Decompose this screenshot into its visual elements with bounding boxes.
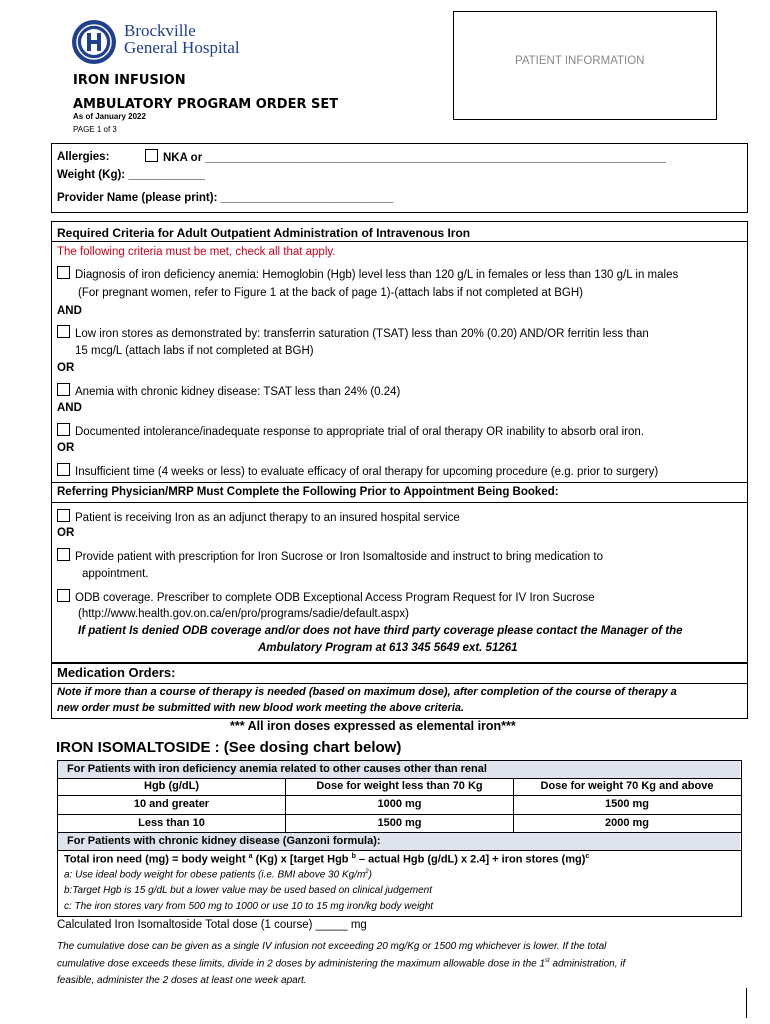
cumulative-note-superscript: st xyxy=(545,958,550,964)
divider xyxy=(51,241,748,242)
elemental-iron-note: *** All iron doses expressed as elemental iron*** xyxy=(230,719,516,733)
footnote-c: c: The iron stores vary from 500 mg to 1000 or use 10 to 15 mg iron/kg body weight xyxy=(64,901,434,912)
allergies-label: Allergies: xyxy=(57,151,110,163)
hospital-name xyxy=(124,22,240,56)
weight-field[interactable]: Weight (Kg): ____________ xyxy=(57,169,206,181)
referring-checkbox-3[interactable] xyxy=(57,589,70,602)
patient-information-label: PATIENT INFORMATION xyxy=(515,55,645,67)
footnote-b: b:Target Hgb is 15 g/dL but a lower value may be used based on clinical judgement xyxy=(64,885,433,896)
medication-orders-title: Medication Orders: xyxy=(57,665,176,680)
referring-item-3-text: ODB coverage. Prescriber to complete ODB Exceptional Access Program Request for IV Iron Sucrose xyxy=(75,592,595,604)
referring-item-2-line2: appointment. xyxy=(82,568,149,580)
criteria-checkbox-1[interactable] xyxy=(57,266,70,279)
hospital-seal-icon xyxy=(70,18,118,66)
isomaltoside-title: IRON ISOMALTOSIDE : (See dosing chart below) xyxy=(56,739,402,756)
table-header-cell: Hgb (g/dL) xyxy=(144,780,199,792)
odb-link[interactable]: (http://www.health.gov.on.ca/en/pro/programs/sadie/default.aspx) xyxy=(78,608,409,620)
table-cell: 1500 mg xyxy=(604,798,650,810)
and-label: AND xyxy=(57,305,82,317)
and-label: AND xyxy=(57,402,82,414)
formula-text: Total iron need (mg) = body weight xyxy=(64,853,246,866)
footnote-text: a: Use ideal body weight for obese patients (i.e. BMI above 30 Kg/m xyxy=(64,869,366,881)
medication-note-line2: new order must be submitted with new blood work meeting the above criteria. xyxy=(57,702,465,714)
footnote-superscript: 2 xyxy=(365,869,369,875)
referring-checkbox-1[interactable] xyxy=(57,509,70,522)
criteria-item-2-text: Low iron stores as demonstrated by: transferrin saturation (TSAT) less than 20% (0.20) AND/OR ferritin less than xyxy=(75,328,649,340)
form-title-line1: IRON INFUSION xyxy=(73,73,186,88)
formula-superscript: c xyxy=(585,853,590,860)
ganzoni-formula xyxy=(64,853,589,866)
formula-superscript: b xyxy=(351,853,356,860)
formula-superscript: a xyxy=(248,853,253,860)
or-label: OR xyxy=(57,362,75,374)
divider xyxy=(57,795,741,796)
cumulative-note-line1: The cumulative dose can be given as a single IV infusion not exceeding 20 mg/Kg or 1500 mg whichever is lower. If the total xyxy=(57,941,607,952)
table-header-cell: Dose for weight 70 Kg and above xyxy=(540,780,714,792)
table-cell: 1000 mg xyxy=(377,798,422,810)
criteria-checkbox-3[interactable] xyxy=(57,383,70,396)
criteria-item-1-line2: (For pregnant women, refer to Figure 1 at the back of page 1)-(attach labs if not completed at BGH) xyxy=(78,287,583,299)
table-section2-title: For Patients with chronic kidney disease (Ganzoni formula): xyxy=(67,835,381,847)
table-cell: 2000 mg xyxy=(604,817,650,829)
referring-title: Referring Physician/MRP Must Complete the Following Prior to Appointment Being Booked: xyxy=(57,486,559,498)
criteria-checkbox-2[interactable] xyxy=(57,325,70,338)
referring-checkbox-2[interactable] xyxy=(57,548,70,561)
page-number: PAGE 1 of 3 xyxy=(73,125,117,134)
medication-note-line1: Note if more than a course of therapy is needed (based on maximum dose), after completion of the course of therapy a xyxy=(57,686,677,698)
footnote-a xyxy=(64,869,372,880)
form-title xyxy=(73,69,338,117)
hospital-name-line1: Brockville xyxy=(124,21,196,40)
criteria-checkbox-4[interactable] xyxy=(57,423,70,436)
cumulative-note-line2 xyxy=(57,958,625,969)
criteria-checkbox-5[interactable] xyxy=(57,463,70,476)
referring-item-1 xyxy=(57,509,460,524)
referring-item-3 xyxy=(57,589,595,604)
provider-name-field[interactable]: Provider Name (please print): ___________________________ xyxy=(57,192,394,204)
criteria-item-2 xyxy=(57,325,649,340)
footnote-text: ) xyxy=(368,869,372,881)
formula-text: – actual Hgb (g/dL) x 2.4] + iron stores (mg) xyxy=(355,853,586,866)
criteria-instruction: The following criteria must be met, check all that apply. xyxy=(57,246,336,258)
calculated-dose-field[interactable]: Calculated Iron Isomaltoside Total dose (1 course) _____ mg xyxy=(57,919,367,931)
table-cell: 10 and greater xyxy=(133,798,210,810)
criteria-item-1-text: Diagnosis of iron deficiency anemia: Hemoglobin (Hgb) level less than 120 g/L in females or less than 130 g/L in males xyxy=(75,269,679,281)
cumulative-note-text: cumulative dose exceeds these limits, divide in 2 doses by administering the maximum allowable dose in the 1 xyxy=(57,958,546,970)
nka-row xyxy=(145,149,666,164)
criteria-item-5-text: Insufficient time (4 weeks or less) to evaluate efficacy of oral therapy for upcoming procedure (e.g. prior to surgery) xyxy=(75,466,659,478)
referring-item-1-text: Patient is receiving Iron as an adjunct therapy to an insured hospital service xyxy=(75,512,460,524)
nka-checkbox[interactable] xyxy=(145,149,158,162)
criteria-item-5 xyxy=(57,463,658,478)
table-header-cell: Dose for weight less than 70 Kg xyxy=(316,780,483,792)
or-label: OR xyxy=(57,527,75,539)
criteria-item-4 xyxy=(57,423,644,438)
cumulative-note-line3: feasible, administer the 2 doses at least one week apart. xyxy=(57,975,307,986)
cumulative-note-text: administration, if xyxy=(549,958,626,970)
criteria-item-3 xyxy=(57,383,400,398)
criteria-title: Required Criteria for Adult Outpatient Administration of Intravenous Iron xyxy=(57,226,471,240)
criteria-item-1 xyxy=(57,266,678,281)
page-edge-line xyxy=(746,988,747,1018)
nka-field[interactable]: NKA or ________________________________________________________________________ xyxy=(163,152,666,164)
table-cell: Less than 10 xyxy=(138,817,205,829)
criteria-item-3-text: Anemia with chronic kidney disease: TSAT less than 24% (0.24) xyxy=(75,386,401,398)
divider xyxy=(51,502,748,503)
criteria-item-4-text: Documented intolerance/inadequate response to appropriate trial of oral therapy OR inability to absorb oral iron. xyxy=(75,426,644,438)
divider xyxy=(51,683,748,684)
divider xyxy=(57,814,741,815)
form-title-line2: AMBULATORY PROGRAM ORDER SET xyxy=(73,97,339,112)
or-label: OR xyxy=(57,442,75,454)
hospital-name-line2: General Hospital xyxy=(124,38,240,57)
referring-item-2-text: Provide patient with prescription for Iron Sucrose or Iron Isomaltoside and instruct to bring medication to xyxy=(75,551,603,563)
criteria-item-2-line2: 15 mcg/L (attach labs if not completed at BGH) xyxy=(75,345,314,357)
divider xyxy=(57,850,741,851)
divider xyxy=(57,778,741,779)
divider xyxy=(51,482,748,483)
odb-note-line2: Ambulatory Program at 613 345 5649 ext. 51261 xyxy=(258,642,518,654)
table-cell: 1500 mg xyxy=(377,817,422,829)
hospital-logo xyxy=(70,18,118,66)
formula-text: (Kg) x [target Hgb xyxy=(252,853,349,866)
as-of-date: As of January 2022 xyxy=(73,112,146,121)
table-section1-title: For Patients with iron deficiency anemia related to other causes other than renal xyxy=(67,763,487,775)
referring-item-2 xyxy=(57,548,603,563)
odb-note-line1: If patient Is denied ODB coverage and/or does not have third party coverage please contact the Manager of the xyxy=(78,625,683,637)
